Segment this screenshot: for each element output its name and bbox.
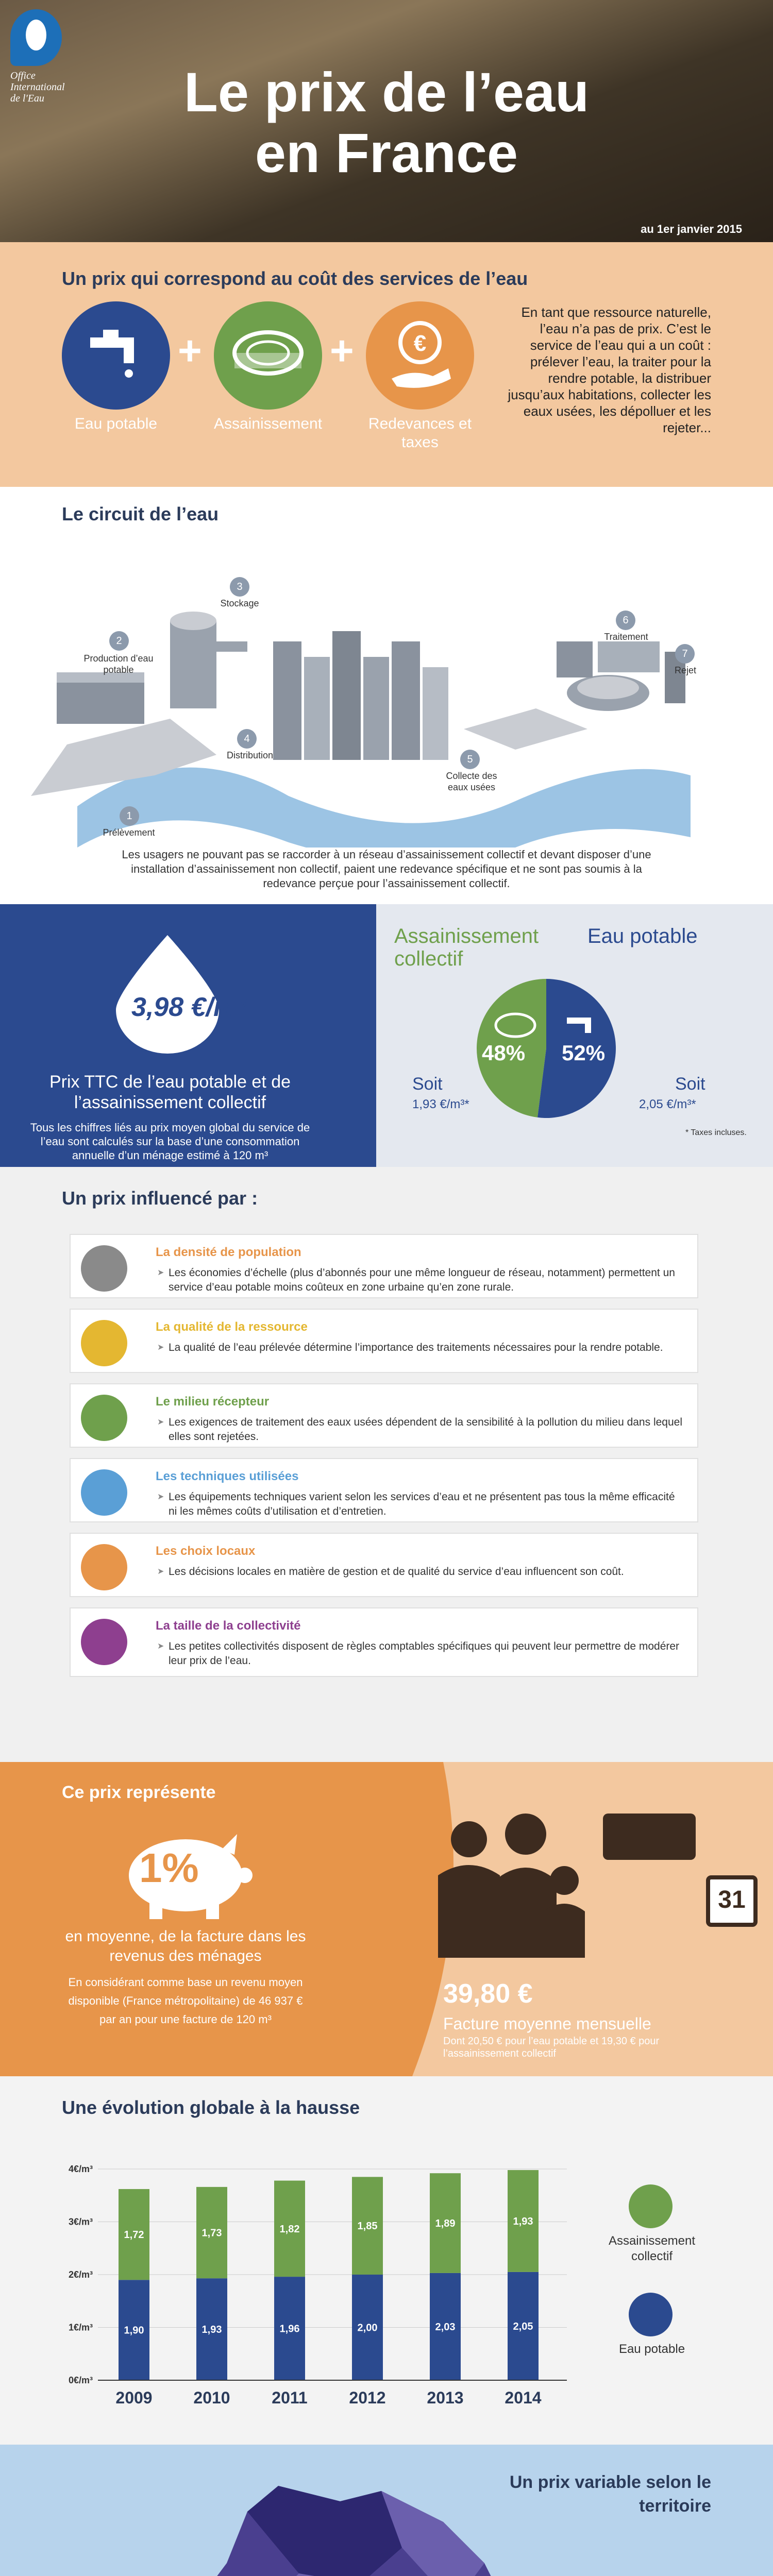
factor-title: La taille de la collectivité [156, 1619, 301, 1633]
step-1-label: Prélèvement [103, 827, 155, 838]
calendar-icon: 31 [706, 1875, 758, 1927]
monthly-label: Facture moyenne mensuelle [443, 2014, 651, 2033]
data-label-potable: 1,93 [201, 2324, 222, 2336]
x-tick-label: 2010 [193, 2388, 230, 2407]
factor-title: Les choix locaux [156, 1544, 256, 1558]
monthly-amount: 39,80 € [443, 1979, 533, 2009]
factors-section [0, 1167, 773, 1762]
y-tick-label: 0€/m³ [68, 2375, 93, 2385]
step-4-label: Distribution [226, 750, 274, 760]
data-label-assain: 1,72 [124, 2229, 144, 2241]
step-7-badge: 7 [675, 644, 695, 664]
data-label-assain: 1,73 [201, 2227, 222, 2239]
factor-card [70, 1458, 698, 1522]
plus-icon: + [330, 328, 354, 374]
cost-section [0, 242, 773, 487]
cost-label-assain: Assainissement [213, 415, 323, 432]
x-tick-label: 2012 [349, 2388, 386, 2407]
taxes-note: * Taxes incluses. [685, 1128, 747, 1137]
step-5-badge: 5 [460, 750, 480, 769]
page-title-line2: en France [255, 122, 518, 184]
factor-icon [81, 1320, 127, 1366]
step-6-badge: 6 [616, 611, 635, 630]
data-label-potable: 2,00 [357, 2322, 378, 2334]
step-5-label: Collecte des eaux usées [446, 771, 497, 792]
data-label-potable: 2,05 [513, 2320, 533, 2332]
factor-card [70, 1533, 698, 1597]
assain-value: 1,93 €/m³* [412, 1097, 469, 1111]
potable-value: 2,05 €/m³* [639, 1097, 696, 1111]
y-tick-label: 1€/m³ [68, 2322, 93, 2333]
x-tick-label: 2014 [505, 2388, 542, 2407]
step-3-label: Stockage [220, 598, 259, 608]
ttc-note: Tous les chiffres liés au prix moyen global du service de l’eau sont calculés sur la base d’une consommation annuelle d’un ménage estimé à 120 m³ [30, 1121, 310, 1162]
date-label: au 1er janvier 2015 [641, 223, 742, 235]
y-tick-label: 2€/m³ [68, 2269, 93, 2280]
y-tick-label: 3€/m³ [68, 2216, 93, 2227]
data-label-assain: 1,82 [279, 2223, 300, 2235]
factor-description: ➤ Les exigences de traitement des eaux usées dépendent de la sensibilité à la pollution du milieu dans lequel elles sont rejetées. [169, 1415, 684, 1444]
oieau-logo-icon [10, 9, 62, 66]
factor-icon [81, 1544, 127, 1590]
header-banner [0, 0, 773, 242]
legend-assain: Assainissement collectif [608, 2234, 696, 2263]
potable-legend-icon [629, 2293, 673, 2336]
map-title: Un prix variable selon le territoire [509, 2472, 711, 2516]
assain-pct: 48% [482, 1041, 526, 1065]
share-title: Ce prix représente [62, 1783, 216, 1802]
ttc-label: Prix TTC de l’eau potable et de l’assainissement collectif [49, 1072, 291, 1112]
x-tick-label: 2011 [272, 2388, 308, 2407]
step-6-label: Traitement [604, 632, 648, 642]
data-label-assain: 1,93 [513, 2215, 533, 2227]
factor-description: ➤ Les équipements techniques varient selon les services d’eau et ne présentent pas tous la même efficacité ni les mêmes coûts d’utilisation et d’entretien. [169, 1490, 684, 1519]
factor-title: La qualité de la ressource [156, 1320, 308, 1334]
share-pct: 1% [139, 1845, 199, 1891]
data-label-potable: 2,03 [435, 2321, 456, 2333]
factor-description: ➤ Les petites collectivités disposent de règles comptables spécifiques qui peuvent leur permettre de modérer leur prix de l’eau. [169, 1639, 684, 1668]
factor-card [70, 1607, 698, 1677]
data-label-potable: 1,90 [124, 2325, 144, 2336]
factor-icon [81, 1469, 127, 1516]
ttc-panel [0, 904, 376, 1167]
factor-icon [81, 1619, 127, 1665]
circuit-note: Les usagers ne pouvant pas se raccorder à un réseau d’assainissement collectif et devant disposer d’une installation d’assainissement non collectif, paient une redevance spécifique et ne sont pas soumis à la redevance perçue pour l’assainissement collectif. [122, 848, 651, 890]
factor-card [70, 1383, 698, 1448]
euro-hand-icon [366, 301, 474, 410]
treatment-basin-icon [214, 301, 322, 410]
factor-card [70, 1234, 698, 1298]
tap-icon [62, 301, 170, 410]
evolution-title: Une évolution globale à la hausse [62, 2097, 360, 2118]
bill-icon [603, 1814, 696, 1860]
share-section [0, 1762, 773, 2076]
plus-icon: + [178, 328, 202, 374]
data-label-potable: 1,96 [279, 2323, 300, 2335]
map-section [0, 2445, 773, 2576]
evolution-section [0, 2076, 773, 2445]
france-map [93, 2470, 587, 2576]
step-1-badge: 1 [120, 806, 139, 826]
cost-description: En tant que ressource naturelle, l’eau n’a pas de prix. C’est le service de l’eau qui a un coût : prélever l’eau, la traiter pour la rendre potable, la distribuer jusqu’aux habitations, collecter les eaux usées, les dépolluer et les rejeter... [508, 304, 711, 435]
share-line1: en moyenne, de la facture dans les revenus des ménages [65, 1928, 306, 1964]
step-2-badge: 2 [109, 631, 129, 651]
factor-card [70, 1309, 698, 1373]
potable-title: Eau potable [587, 925, 698, 947]
data-label-assain: 1,89 [435, 2218, 456, 2230]
y-tick-label: 4€/m³ [68, 2164, 93, 2174]
assain-soit: Soit [412, 1074, 443, 1094]
ttc-section [0, 904, 773, 1167]
evolution-chart [52, 2138, 593, 2427]
factor-description: ➤ Les décisions locales en matière de gestion et de qualité du service d’eau influencent son coût. [169, 1565, 684, 1579]
factor-description: ➤ Les économies d’échelle (plus d’abonnés pour une même longueur de réseau, notamment) permettent un service d’eau potable moins coûteux en zone urbaine qu’en zone rurale. [169, 1266, 684, 1295]
share-line2: En considérant comme base un revenu moyen disponible (France métropolitaine) de 46 937 € par an pour une facture de 120 m³ [68, 1976, 303, 2026]
potable-pct: 52% [562, 1041, 606, 1065]
monthly-note: Dont 20,50 € pour l’eau potable et 19,30 € pour l’assainissement collectif [443, 2036, 660, 2059]
factor-icon [81, 1395, 127, 1441]
ttc-price: 3,98 €/m³ [131, 992, 246, 1022]
cost-label-taxes: Redevances et taxes [368, 415, 472, 451]
assain-legend-icon [629, 2184, 673, 2228]
svg-text:€: € [413, 331, 427, 356]
factor-title: Le milieu récepteur [156, 1395, 270, 1409]
circuit-title: Le circuit de l’eau [62, 503, 219, 524]
data-label-assain: 1,85 [357, 2221, 378, 2232]
step-7-label: Rejet [674, 665, 697, 675]
circuit-section [0, 487, 773, 904]
x-tick-label: 2009 [115, 2388, 153, 2407]
factors-title: Un prix influencé par : [62, 1188, 258, 1209]
potable-soit: Soit [675, 1074, 705, 1094]
step-4-badge: 4 [237, 729, 257, 749]
cost-title: Un prix qui correspond au coût des services de l’eau [62, 268, 528, 289]
factor-title: La densité de population [156, 1245, 301, 1259]
logo-text: Office International de l'Eau [10, 70, 65, 104]
x-tick-label: 2013 [427, 2388, 464, 2407]
cost-label-potable: Eau potable [74, 415, 158, 432]
factor-icon [81, 1245, 127, 1292]
assain-title: Assainissement collectif [394, 925, 539, 970]
step-3-badge: 3 [230, 577, 249, 597]
page-title-line1: Le prix de l’eau [183, 61, 590, 123]
legend-potable: Eau potable [618, 2342, 685, 2356]
factor-description: ➤ La qualité de l’eau prélevée détermine l’importance des traitements nécessaires pour la rendre potable. [169, 1341, 684, 1355]
factor-title: Les techniques utilisées [156, 1469, 299, 1483]
step-2-label: Production d’eau potable [83, 653, 154, 675]
